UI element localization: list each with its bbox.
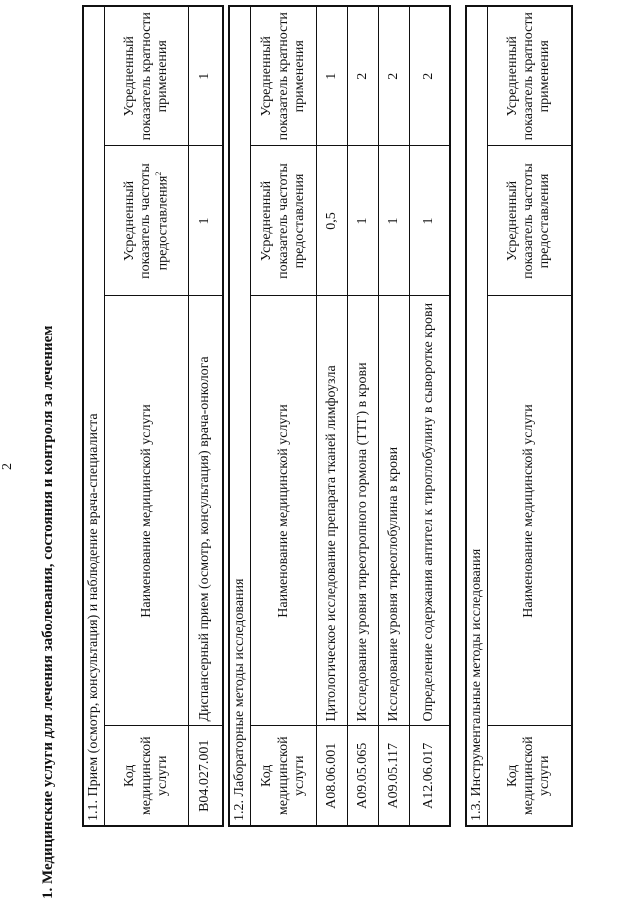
table-row [348, 6, 379, 826]
page-number: 2 [0, 463, 15, 470]
section-title: 1.1. Прием (осмотр, консультация) и наблюдение врача-специалиста [83, 6, 105, 826]
frequency-value: 1 [189, 146, 223, 296]
service-name: Цитологическое исследование препарата тканей лимфоузла [317, 296, 348, 726]
section-title: 1.2. Лабораторные методы исследования [229, 6, 251, 826]
table-row [317, 6, 348, 826]
frequency-value: 1 [410, 146, 450, 296]
table-consultations [82, 5, 224, 827]
service-name: Исследование уровня тиреотропного гормона (ТТГ) в крови [348, 296, 379, 726]
frequency-value: 0,5 [317, 146, 348, 296]
service-code: B04.027.001 [189, 726, 223, 826]
frequency-value: 1 [348, 146, 379, 296]
column-header-name: Наименование медицинской услуги [488, 296, 572, 726]
service-code: A08.06.001 [317, 726, 348, 826]
column-header-multiplicity: Усредненный показатель кратности применения [251, 6, 317, 146]
document-heading: 1. Медицинские услуги для лечения заболевания, состояния и контроля за лечением [40, 325, 56, 899]
service-code: A09.05.065 [348, 726, 379, 826]
service-code: A12.06.017 [410, 726, 450, 826]
column-header-multiplicity: Усредненный показатель кратности применения [488, 6, 572, 146]
column-header-code: Код медицинской услуги [488, 726, 572, 826]
table-instrumental [465, 5, 573, 827]
column-header-code: Код медицинской услуги [105, 726, 189, 826]
footnote-mark: 2 [153, 171, 163, 176]
multiplicity-value: 2 [379, 6, 410, 146]
table-laboratory [228, 5, 451, 827]
table-row [379, 6, 410, 826]
service-name: Определение содержания антител к тироглобулину в сыворотке крови [410, 296, 450, 726]
frequency-value: 1 [379, 146, 410, 296]
service-code: A09.05.117 [379, 726, 410, 826]
multiplicity-value: 2 [348, 6, 379, 146]
section-title: 1.3. Инструментальные методы исследования [466, 6, 488, 826]
multiplicity-value: 2 [410, 6, 450, 146]
column-header-frequency: Усредненный показатель частоты предоставления [251, 146, 317, 296]
column-header-name: Наименование медицинской услуги [251, 296, 317, 726]
multiplicity-value: 1 [317, 6, 348, 146]
column-header-frequency: Усредненный показатель частоты предоставления$^2$ [105, 146, 189, 296]
table-row [410, 6, 450, 826]
column-header-code: Код медицинской услуги [251, 726, 317, 826]
service-name: Диспансерный прием (осмотр, консультация) врача-онколога [189, 296, 223, 726]
column-header-multiplicity: Усредненный показатель кратности применения [105, 6, 189, 146]
column-header-frequency: Усредненный показатель частоты предоставления [488, 146, 572, 296]
multiplicity-value: 1 [189, 6, 223, 146]
service-name: Исследование уровня тиреоглобулина в крови [379, 296, 410, 726]
column-header-name: Наименование медицинской услуги [105, 296, 189, 726]
table-row [189, 6, 223, 826]
